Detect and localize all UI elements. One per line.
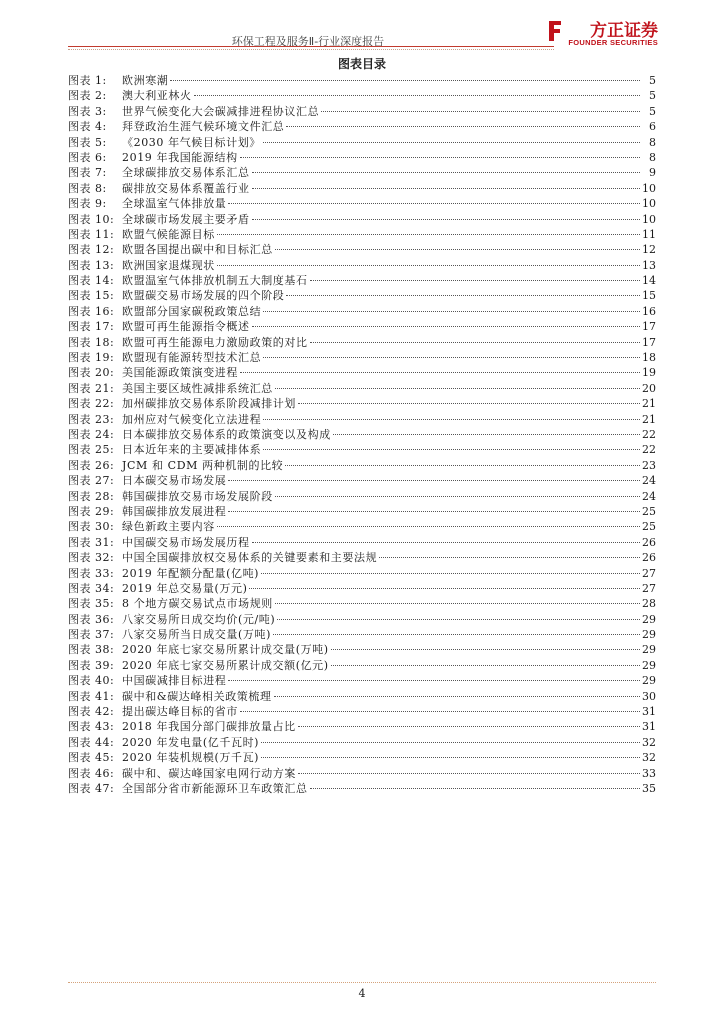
toc-dot-leader — [298, 726, 640, 727]
toc-entry-label: 欧洲国家退煤现状 — [122, 258, 215, 272]
toc-dot-leader — [333, 434, 640, 435]
toc-entry-page: 27 — [642, 566, 656, 580]
toc-dot-leader — [379, 557, 640, 558]
toc-entry[interactable] — [68, 612, 656, 627]
founder-logo-icon — [546, 19, 564, 43]
toc-dot-leader — [228, 680, 640, 681]
toc-entry-label: 欧盟温室气体排放机制五大制度基石 — [122, 274, 308, 288]
toc-entry-page: 14 — [642, 274, 656, 288]
logo-text-en: FOUNDER SECURITIES — [568, 38, 658, 47]
toc-entry-label: 全球碳市场发展主要矛盾 — [122, 212, 250, 226]
toc-entry-number: 图表 37: — [68, 628, 115, 642]
footer-divider — [68, 982, 656, 983]
toc-entry-page: 29 — [642, 674, 656, 688]
toc-entry-label: JCM 和 CDM 两种机制的比较 — [122, 458, 284, 472]
toc-entry-page: 33 — [642, 766, 656, 780]
toc-entry-number: 图表 16: — [68, 304, 115, 318]
toc-entry-label: 2020 年底七家交易所累计成交额(亿元) — [122, 658, 329, 672]
toc-entry-number: 图表 45: — [68, 751, 115, 765]
toc-dot-leader — [275, 603, 640, 604]
toc-entry-label: 日本碳交易市场发展 — [122, 474, 227, 488]
toc-entry[interactable] — [68, 766, 656, 781]
toc-entry-page: 9 — [649, 166, 656, 180]
toc-dot-leader — [217, 234, 640, 235]
toc-entry-number: 图表 41: — [68, 689, 115, 703]
toc-entry-label: 中国全国碳排放权交易体系的关键要素和主要法规 — [122, 551, 378, 565]
toc-entry-number: 图表 9: — [68, 197, 107, 211]
header-divider — [68, 46, 554, 47]
toc-entry-label: 全国部分省市新能源环卫车政策汇总 — [122, 781, 308, 795]
toc-entry-label: 2020 年发电量(亿千瓦时) — [122, 735, 260, 749]
toc-dot-leader — [277, 619, 640, 620]
toc-entry-number: 图表 21: — [68, 381, 115, 395]
toc-dot-leader — [252, 188, 640, 189]
toc-entry-page: 11 — [642, 227, 656, 241]
toc-entry-label: 欧盟气候能源目标 — [122, 227, 215, 241]
toc-entry-label: 2020 年底七家交易所累计成交量(万吨) — [122, 643, 329, 657]
toc-entry[interactable] — [68, 304, 656, 319]
toc-entry-number: 图表 38: — [68, 643, 115, 657]
toc-entry[interactable] — [68, 242, 656, 257]
toc-dot-leader — [249, 588, 640, 589]
toc-entry-page: 18 — [642, 351, 656, 365]
toc-entry[interactable] — [68, 658, 656, 673]
toc-dot-leader — [263, 142, 640, 143]
toc-entry[interactable] — [68, 119, 656, 134]
toc-dot-leader — [217, 526, 640, 527]
toc-dot-leader — [298, 403, 640, 404]
toc-dot-leader — [252, 219, 640, 220]
toc-entry[interactable] — [68, 781, 656, 796]
toc-entry-label: 加州应对气候变化立法进程 — [122, 412, 262, 426]
toc-entry-label: 八家交易所日成交均价(元/吨) — [122, 612, 276, 626]
toc-entry-number: 图表 12: — [68, 243, 115, 257]
toc-entry-label: 欧盟可再生能源指令概述 — [122, 320, 250, 334]
toc-entry-label: 碳中和、碳达峰国家电网行动方案 — [122, 766, 296, 780]
toc-entry-number: 图表 6: — [68, 150, 107, 164]
toc-entry-number: 图表 33: — [68, 566, 115, 580]
toc-entry-number: 图表 7: — [68, 166, 107, 180]
toc-dot-leader — [263, 311, 640, 312]
toc-entry[interactable] — [68, 596, 656, 611]
toc-entry-page: 29 — [642, 643, 656, 657]
header-divider-dotted — [68, 49, 554, 50]
toc-entry-number: 图表 8: — [68, 181, 107, 195]
toc-entry[interactable] — [68, 396, 656, 411]
toc-entry[interactable] — [68, 550, 656, 565]
toc-dot-leader — [170, 80, 640, 81]
toc-entry-label: 欧盟各国提出碳中和目标汇总 — [122, 243, 273, 257]
brand-logo — [546, 16, 658, 52]
toc-entry-number: 图表 19: — [68, 351, 115, 365]
toc-entry-label: 美国主要区域性减排系统汇总 — [122, 381, 273, 395]
toc-entry[interactable] — [68, 165, 656, 180]
toc-entry-label: 8 个地方碳交易试点市场规则 — [122, 597, 273, 611]
toc-entry-number: 图表 17: — [68, 320, 115, 334]
toc-entry[interactable] — [68, 212, 656, 227]
toc-dot-leader — [273, 634, 640, 635]
toc-entry[interactable] — [68, 535, 656, 550]
toc-entry-number: 图表 30: — [68, 520, 115, 534]
toc-dot-leader — [228, 480, 640, 481]
toc-entry-label: 澳大利亚林火 — [122, 89, 192, 103]
toc-entry-page: 31 — [642, 705, 656, 719]
toc-dot-leader — [275, 249, 640, 250]
toc-entry-label: 八家交易所当日成交量(万吨) — [122, 628, 271, 642]
toc-dot-leader — [310, 280, 640, 281]
toc-entry-number: 图表 34: — [68, 581, 115, 595]
toc-entry-number: 图表 20: — [68, 366, 115, 380]
toc-dot-leader — [321, 111, 640, 112]
toc-entry-number: 图表 25: — [68, 443, 115, 457]
toc-entry-label: 碳排放交易体系覆盖行业 — [122, 181, 250, 195]
toc-entry-label: 碳中和&碳达峰相关政策梳理 — [122, 689, 272, 703]
toc-entry[interactable] — [68, 566, 656, 581]
toc-entry-number: 图表 2: — [68, 89, 107, 103]
toc-entry-page: 29 — [642, 612, 656, 626]
header-title: 环保工程及服务Ⅱ-行业深度报告 — [231, 35, 385, 48]
toc-entry-number: 图表 26: — [68, 458, 115, 472]
toc-entry-page: 10 — [642, 212, 656, 226]
toc-entry-number: 图表 35: — [68, 597, 115, 611]
toc-entry[interactable] — [68, 196, 656, 211]
toc-entry-label: 欧盟部分国家碳税政策总结 — [122, 304, 262, 318]
toc-entry-number: 图表 44: — [68, 735, 115, 749]
toc-entry-number: 图表 27: — [68, 474, 115, 488]
toc-entry-page: 10 — [642, 197, 656, 211]
toc-title: 图表目录 — [337, 57, 386, 71]
toc-dot-leader — [240, 711, 640, 712]
toc-entry-page: 23 — [642, 458, 656, 472]
toc-entry[interactable] — [68, 227, 656, 242]
toc-entry[interactable] — [68, 273, 656, 288]
toc-entry-page: 10 — [642, 181, 656, 195]
toc-entry-label: 欧盟可再生能源电力激励政策的对比 — [122, 335, 308, 349]
toc-entry-number: 图表 32: — [68, 551, 115, 565]
toc-entry-number: 图表 22: — [68, 397, 115, 411]
toc-entry-label: 中国碳减排目标进程 — [122, 674, 227, 688]
toc-entry-number: 图表 28: — [68, 489, 115, 503]
toc-entry-page: 31 — [642, 720, 656, 734]
toc-entry-label: 加州碳排放交易体系阶段减排计划 — [122, 397, 296, 411]
toc-entry-page: 22 — [642, 443, 656, 457]
toc-entry-number: 图表 43: — [68, 720, 115, 734]
toc-entry[interactable] — [68, 288, 656, 303]
toc-entry[interactable] — [68, 319, 656, 334]
toc-entry[interactable] — [68, 750, 656, 765]
toc-entry-page: 32 — [642, 751, 656, 765]
toc-entry-page: 17 — [642, 320, 656, 334]
page-number: 4 — [358, 987, 366, 1000]
toc-dot-leader — [310, 342, 640, 343]
toc-entry-label: 2019 年配额分配量(亿吨) — [122, 566, 260, 580]
toc-entry-number: 图表 23: — [68, 412, 115, 426]
toc-entry-page: 29 — [642, 658, 656, 672]
toc-entry[interactable] — [68, 150, 656, 165]
toc-entry[interactable] — [68, 504, 656, 519]
toc-dot-leader — [240, 372, 640, 373]
toc-entry[interactable] — [68, 735, 656, 750]
toc-entry-label: 《2030 年气候目标计划》 — [122, 135, 261, 149]
toc-list — [68, 73, 656, 796]
toc-entry-page: 28 — [642, 597, 656, 611]
toc-entry-number: 图表 14: — [68, 274, 115, 288]
toc-entry[interactable] — [68, 581, 656, 596]
toc-dot-leader — [275, 496, 640, 497]
toc-dot-leader — [275, 388, 640, 389]
toc-entry[interactable] — [68, 73, 656, 88]
toc-entry[interactable] — [68, 335, 656, 350]
toc-entry-number: 图表 39: — [68, 658, 115, 672]
toc-dot-leader — [240, 157, 640, 158]
toc-entry-number: 图表 11: — [68, 227, 115, 241]
toc-entry-number: 图表 18: — [68, 335, 115, 349]
toc-dot-leader — [252, 172, 640, 173]
toc-dot-leader — [331, 649, 640, 650]
toc-entry-page: 8 — [649, 135, 656, 149]
toc-dot-leader — [261, 573, 640, 574]
toc-entry[interactable] — [68, 381, 656, 396]
toc-entry-page: 17 — [642, 335, 656, 349]
toc-entry-page: 5 — [649, 89, 656, 103]
toc-dot-leader — [252, 326, 640, 327]
toc-entry[interactable] — [68, 88, 656, 103]
toc-entry-label: 2018 年我国分部门碳排放量占比 — [122, 720, 296, 734]
toc-entry-number: 图表 47: — [68, 781, 115, 795]
toc-entry-page: 22 — [642, 427, 656, 441]
toc-entry[interactable] — [68, 412, 656, 427]
toc-entry-number: 图表 3: — [68, 104, 107, 118]
toc-entry-label: 2019 年我国能源结构 — [122, 150, 238, 164]
toc-entry-page: 35 — [642, 781, 656, 795]
toc-entry-number: 图表 46: — [68, 766, 115, 780]
toc-entry-number: 图表 15: — [68, 289, 115, 303]
toc-entry-page: 30 — [642, 689, 656, 703]
toc-entry-page: 26 — [642, 535, 656, 549]
toc-entry-label: 美国能源政策演变进程 — [122, 366, 238, 380]
toc-entry-number: 图表 5: — [68, 135, 107, 149]
toc-entry[interactable] — [68, 181, 656, 196]
toc-entry-label: 欧洲寒潮 — [122, 74, 169, 87]
toc-entry[interactable] — [68, 135, 656, 150]
toc-entry-page: 13 — [642, 258, 656, 272]
toc-entry-page: 24 — [642, 489, 656, 503]
toc-entry-page: 5 — [649, 104, 656, 118]
toc-entry-page: 16 — [642, 304, 656, 318]
toc-entry-page: 15 — [642, 289, 656, 303]
toc-entry-label: 中国碳交易市场发展历程 — [122, 535, 250, 549]
toc-entry[interactable] — [68, 427, 656, 442]
toc-dot-leader — [310, 788, 640, 789]
toc-entry-label: 欧盟碳交易市场发展的四个阶段 — [122, 289, 285, 303]
toc-dot-leader — [286, 295, 640, 296]
toc-entry-label: 日本近年来的主要减排体系 — [122, 443, 262, 457]
toc-entry[interactable] — [68, 673, 656, 688]
toc-dot-leader — [261, 757, 640, 758]
toc-entry[interactable] — [68, 627, 656, 642]
toc-entry-page: 24 — [642, 474, 656, 488]
toc-entry-label: 绿色新政主要内容 — [122, 520, 215, 534]
toc-entry-label: 日本碳排放交易体系的政策演变以及构成 — [122, 427, 331, 441]
toc-entry-number: 图表 1: — [68, 74, 107, 87]
toc-dot-leader — [285, 465, 640, 466]
toc-entry-page: 5 — [649, 74, 656, 87]
toc-entry-page: 20 — [642, 381, 656, 395]
toc-entry-label: 世界气候变化大会碳减排进程协议汇总 — [122, 104, 320, 118]
toc-entry[interactable] — [68, 704, 656, 719]
toc-dot-leader — [194, 95, 640, 96]
toc-entry-page: 25 — [642, 504, 656, 518]
toc-entry-number: 图表 31: — [68, 535, 115, 549]
toc-dot-leader — [263, 449, 640, 450]
logo-text-cn: 方正证券 — [590, 21, 658, 41]
toc-entry-label: 全球碳排放交易体系汇总 — [122, 166, 250, 180]
toc-entry[interactable] — [68, 642, 656, 657]
toc-entry-label: 提出碳达峰目标的省市 — [122, 705, 238, 719]
toc-dot-leader — [263, 357, 640, 358]
toc-entry[interactable] — [68, 442, 656, 457]
toc-dot-leader — [228, 511, 640, 512]
toc-entry-page: 21 — [642, 412, 656, 426]
toc-entry[interactable] — [68, 104, 656, 119]
toc-entry[interactable] — [68, 258, 656, 273]
toc-entry-page: 8 — [649, 150, 656, 164]
toc-entry-page: 32 — [642, 735, 656, 749]
toc-entry-page: 26 — [642, 551, 656, 565]
toc-dot-leader — [263, 419, 640, 420]
toc-entry[interactable] — [68, 689, 656, 704]
toc-entry[interactable] — [68, 719, 656, 734]
toc-entry[interactable] — [68, 350, 656, 365]
toc-entry-number: 图表 4: — [68, 120, 107, 134]
toc-entry-number: 图表 42: — [68, 705, 115, 719]
toc-entry-page: 6 — [649, 120, 656, 134]
toc-entry-number: 图表 13: — [68, 258, 115, 272]
toc-entry-page: 19 — [642, 366, 656, 380]
toc-dot-leader — [228, 203, 640, 204]
toc-dot-leader — [217, 265, 640, 266]
toc-entry-label: 全球温室气体排放量 — [122, 197, 227, 211]
toc-dot-leader — [298, 773, 640, 774]
toc-entry-page: 25 — [642, 520, 656, 534]
toc-dot-leader — [286, 126, 640, 127]
toc-entry[interactable] — [68, 519, 656, 534]
toc-entry-label: 韩国碳排放交易市场发展阶段 — [122, 489, 273, 503]
toc-dot-leader — [252, 542, 640, 543]
toc-entry-page: 12 — [642, 243, 656, 257]
toc-dot-leader — [274, 696, 640, 697]
toc-entry-label: 2019 年总交易量(万元) — [122, 581, 248, 595]
toc-dot-leader — [261, 742, 640, 743]
toc-entry-number: 图表 29: — [68, 504, 115, 518]
toc-entry-number: 图表 10: — [68, 212, 115, 226]
toc-entry-page: 27 — [642, 581, 656, 595]
toc-entry-page: 21 — [642, 397, 656, 411]
toc-entry[interactable] — [68, 365, 656, 380]
toc-entry[interactable] — [68, 489, 656, 504]
toc-entry-number: 图表 36: — [68, 612, 115, 626]
toc-dot-leader — [331, 665, 640, 666]
toc-entry-page: 29 — [642, 628, 656, 642]
toc-entry[interactable] — [68, 473, 656, 488]
toc-entry-number: 图表 40: — [68, 674, 115, 688]
toc-entry[interactable] — [68, 458, 656, 473]
toc-entry-label: 2020 年装机规模(万千瓦) — [122, 751, 260, 765]
toc-entry-number: 图表 24: — [68, 427, 115, 441]
toc-entry-label: 韩国碳排放发展进程 — [122, 504, 227, 518]
toc-entry-label: 拜登政治生涯气候环境文件汇总 — [122, 120, 285, 134]
toc-entry-label: 欧盟现有能源转型技术汇总 — [122, 351, 262, 365]
